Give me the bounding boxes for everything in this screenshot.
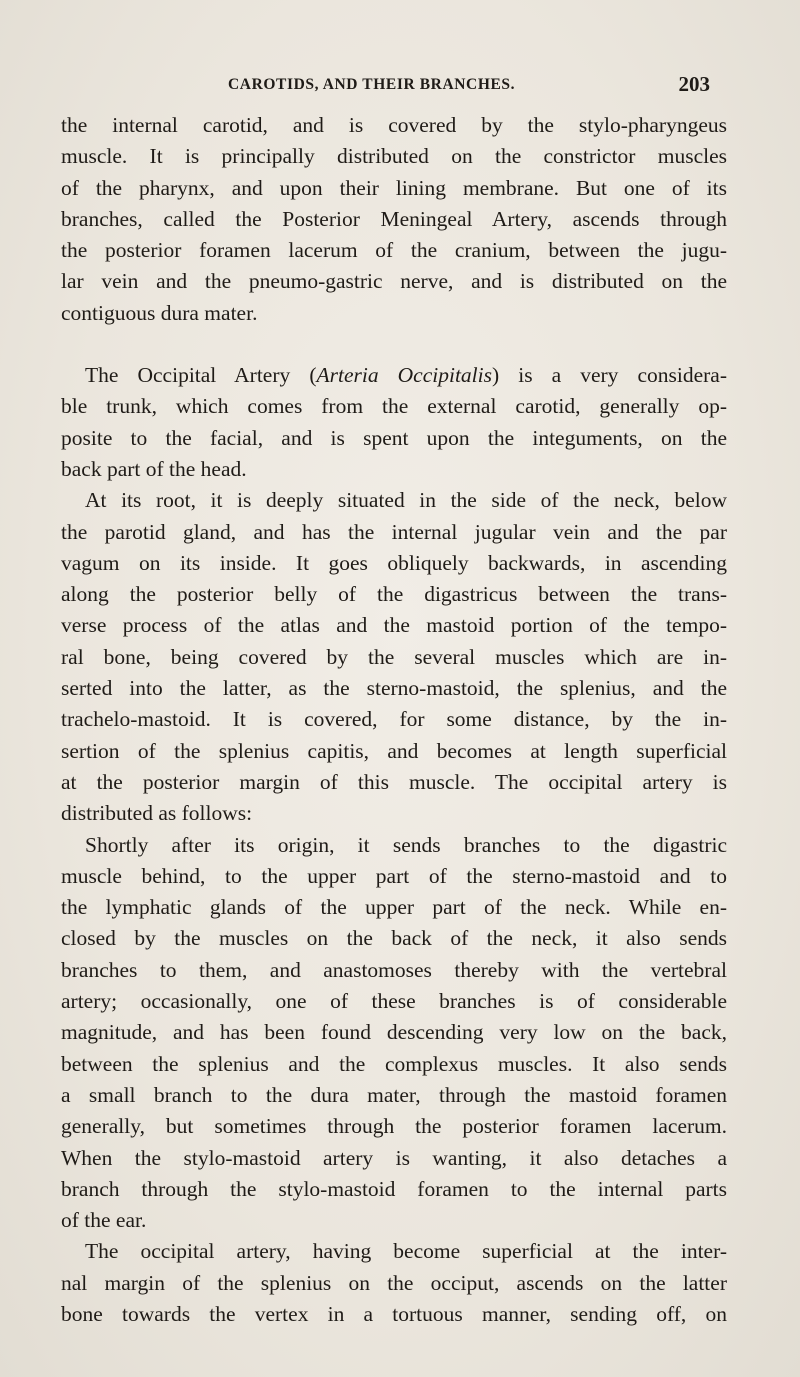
text-run: The Occipital Artery (	[85, 363, 317, 388]
text-line: the lymphatic glands of the upper part of the neck. While en-	[61, 895, 727, 920]
latin-term: Arteria Occipitalis	[316, 363, 492, 388]
text-line: muscle behind, to the upper part of the sterno-mastoid and to	[61, 863, 727, 888]
text-line: The occipital artery, having become superficial at the inter-	[85, 1239, 727, 1264]
paragraph	[61, 110, 727, 329]
text-line: trachelo-mastoid. It is covered, for some distance, by the in-	[61, 707, 727, 732]
text-line: between the splenius and the complexus muscles. It also sends	[61, 1051, 727, 1076]
text-line: contiguous dura mater.	[61, 300, 258, 325]
text-line: of the ear.	[61, 1208, 147, 1233]
text-line: verse process of the atlas and the mastoid portion of the tempo-	[61, 613, 727, 638]
text-line: branches to them, and anastomoses thereby with the vertebral	[61, 957, 727, 982]
text-line: the posterior foramen lacerum of the cranium, between the jugu-	[61, 238, 727, 263]
text-line: ble trunk, which comes from the external carotid, generally op-	[61, 394, 727, 419]
paragraph	[61, 830, 727, 1237]
paragraph	[61, 360, 727, 485]
text-line: the parotid gland, and has the internal jugular vein and the par	[61, 519, 727, 544]
text-line: artery; occasionally, one of these branches is of considerable	[61, 989, 727, 1014]
text-line: of the pharynx, and upon their lining membrane. But one of its	[61, 175, 727, 200]
body-text	[61, 110, 727, 1330]
text-line: posite to the facial, and is spent upon the integuments, on the	[61, 425, 727, 450]
text-line: serted into the latter, as the sterno-mastoid, the splenius, and the	[61, 676, 727, 701]
running-title: CAROTIDS, AND THEIR BRANCHES.	[228, 76, 516, 93]
text-line: generally, but sometimes through the posterior foramen lacerum.	[61, 1114, 727, 1139]
text-line: branches, called the Posterior Meningeal Artery, ascends through	[61, 206, 727, 231]
text-line: distributed as follows:	[61, 801, 253, 826]
text-line: along the posterior belly of the digastricus between the trans-	[61, 582, 727, 607]
text-line: back part of the head.	[61, 456, 247, 481]
text-line: branch through the stylo-mastoid foramen to the internal parts	[61, 1176, 727, 1201]
text-line: sertion of the splenius capitis, and becomes at length superficial	[61, 738, 727, 763]
page-number: 203	[678, 72, 710, 96]
text-line: closed by the muscles on the back of the neck, it also sends	[61, 926, 727, 951]
paragraph	[61, 1236, 727, 1330]
text-run: ) is a very considera-	[492, 363, 728, 388]
text-line: muscle. It is principally distributed on the constrictor muscles	[61, 144, 727, 169]
text-line: at the posterior margin of this muscle. The occipital artery is	[61, 769, 727, 794]
running-head	[60, 72, 710, 100]
text-line: ral bone, being covered by the several muscles which are in-	[61, 644, 727, 669]
text-line: nal margin of the splenius on the occiput, ascends on the latter	[61, 1270, 727, 1295]
text-line	[61, 360, 727, 391]
text-line: a small branch to the dura mater, through the mastoid foramen	[61, 1082, 727, 1107]
text-line: vagum on its inside. It goes obliquely backwards, in ascending	[61, 550, 727, 575]
paragraph-spacer	[61, 329, 727, 360]
text-line: the internal carotid, and is covered by the stylo-pharyngeus	[61, 113, 727, 137]
text-line: bone towards the vertex in a tortuous manner, sending off, on	[61, 1301, 727, 1326]
paragraph	[61, 485, 727, 829]
text-line: When the stylo-mastoid artery is wanting, it also detaches a	[61, 1145, 727, 1170]
text-line: lar vein and the pneumo-gastric nerve, and is distributed on the	[61, 269, 727, 294]
text-line: Shortly after its origin, it sends branches to the digastric	[85, 832, 727, 857]
text-line: At its root, it is deeply situated in the side of the neck, below	[85, 488, 727, 513]
text-line: magnitude, and has been found descending very low on the back,	[61, 1020, 727, 1045]
